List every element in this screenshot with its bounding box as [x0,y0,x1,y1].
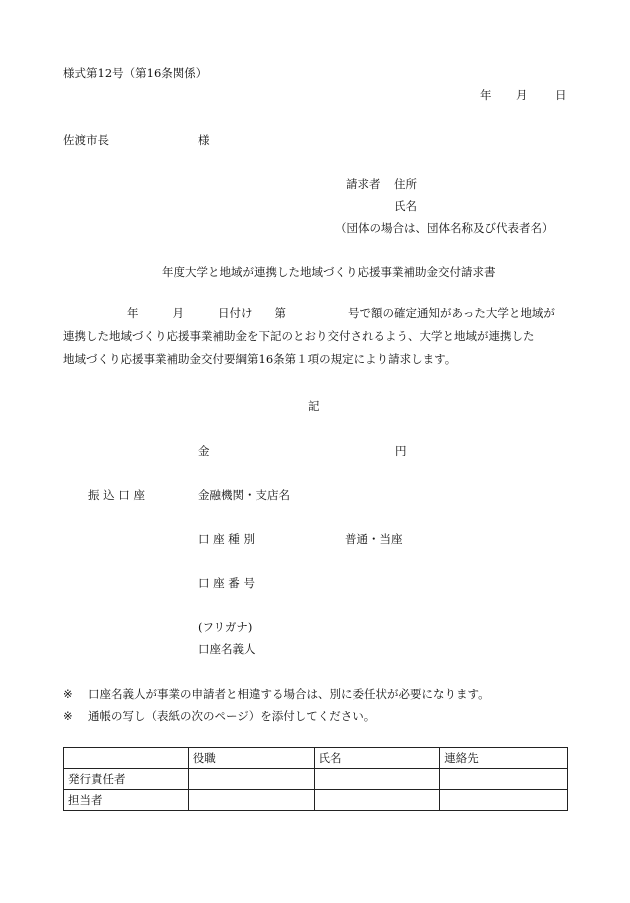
table-row-label: 発行責任者 [64,769,189,790]
form-number: 様式第12号（第16条関係） [63,66,208,80]
note-mark: ※ [63,687,73,701]
table-row [64,790,568,811]
note-text: 口座名義人が事業の申請者と相違する場合は、別に委任状が必要になります。 [88,687,490,701]
claimant-label: 請求者 [346,177,381,191]
note-text: 通帳の写し（表紙の次のページ）を添付してください。 [88,709,376,723]
addressee-honorific: 様 [198,133,210,147]
amount-label: 金 [198,444,210,458]
transfer-label: 振 込 口 座 [88,488,145,502]
table-row [64,769,568,790]
date-year: 年 [480,88,492,102]
body-line-1 [63,302,568,325]
body-line-1-text: 号で額の確定通知があった大学と地域が [348,306,555,320]
body-line-3: 地域づくり応援事業補助金交付要綱第16条第１項の規定により請求します。 [63,352,457,366]
table-header-cell: 連絡先 [440,748,568,769]
table-cell[interactable] [188,790,314,811]
table-header-cell [64,748,189,769]
body-paragraph [63,302,568,371]
body-number-prefix: 第 [274,306,286,320]
responsible-table [63,747,568,811]
bank-branch-label: 金融機関・支店名 [198,488,290,502]
date-month: 月 [516,88,528,102]
furigana-label: (フリガナ) [198,620,253,634]
account-type-label: 口 座 種 別 [198,532,255,546]
table-cell[interactable] [188,769,314,790]
claimant-name-label: 氏名 [394,199,417,213]
table-header-row [64,748,568,769]
claimant-note: （団体の場合は、団体名称及び代表者名） [335,221,554,235]
table-cell[interactable] [314,790,440,811]
table-row-label: 担当者 [64,790,189,811]
ki-mark: 記 [308,399,320,413]
note-mark: ※ [63,709,73,723]
document-title: 年度大学と地域が連携した地域づくり応援事業補助金交付請求書 [162,265,496,279]
account-type-value: 普通・当座 [345,532,403,546]
table-cell[interactable] [440,790,568,811]
account-number-label: 口 座 番 号 [198,576,255,590]
table-cell[interactable] [314,769,440,790]
claimant-address-label: 住所 [394,177,417,191]
table-cell[interactable] [440,769,568,790]
table-header-cell: 氏名 [314,748,440,769]
body-date-suffix: 日付け [218,306,253,320]
body-year: 年 [127,306,139,320]
table-header-cell: 役職 [188,748,314,769]
account-holder-label: 口座名義人 [198,642,256,656]
date-day: 日 [555,88,567,102]
addressee-name: 佐渡市長 [63,133,109,147]
body-line-2: 連携した地域づくり応援事業補助金を下記のとおり交付されるよう、大学と地域が連携した [63,329,535,343]
body-month: 月 [172,306,184,320]
amount-unit: 円 [395,444,407,458]
